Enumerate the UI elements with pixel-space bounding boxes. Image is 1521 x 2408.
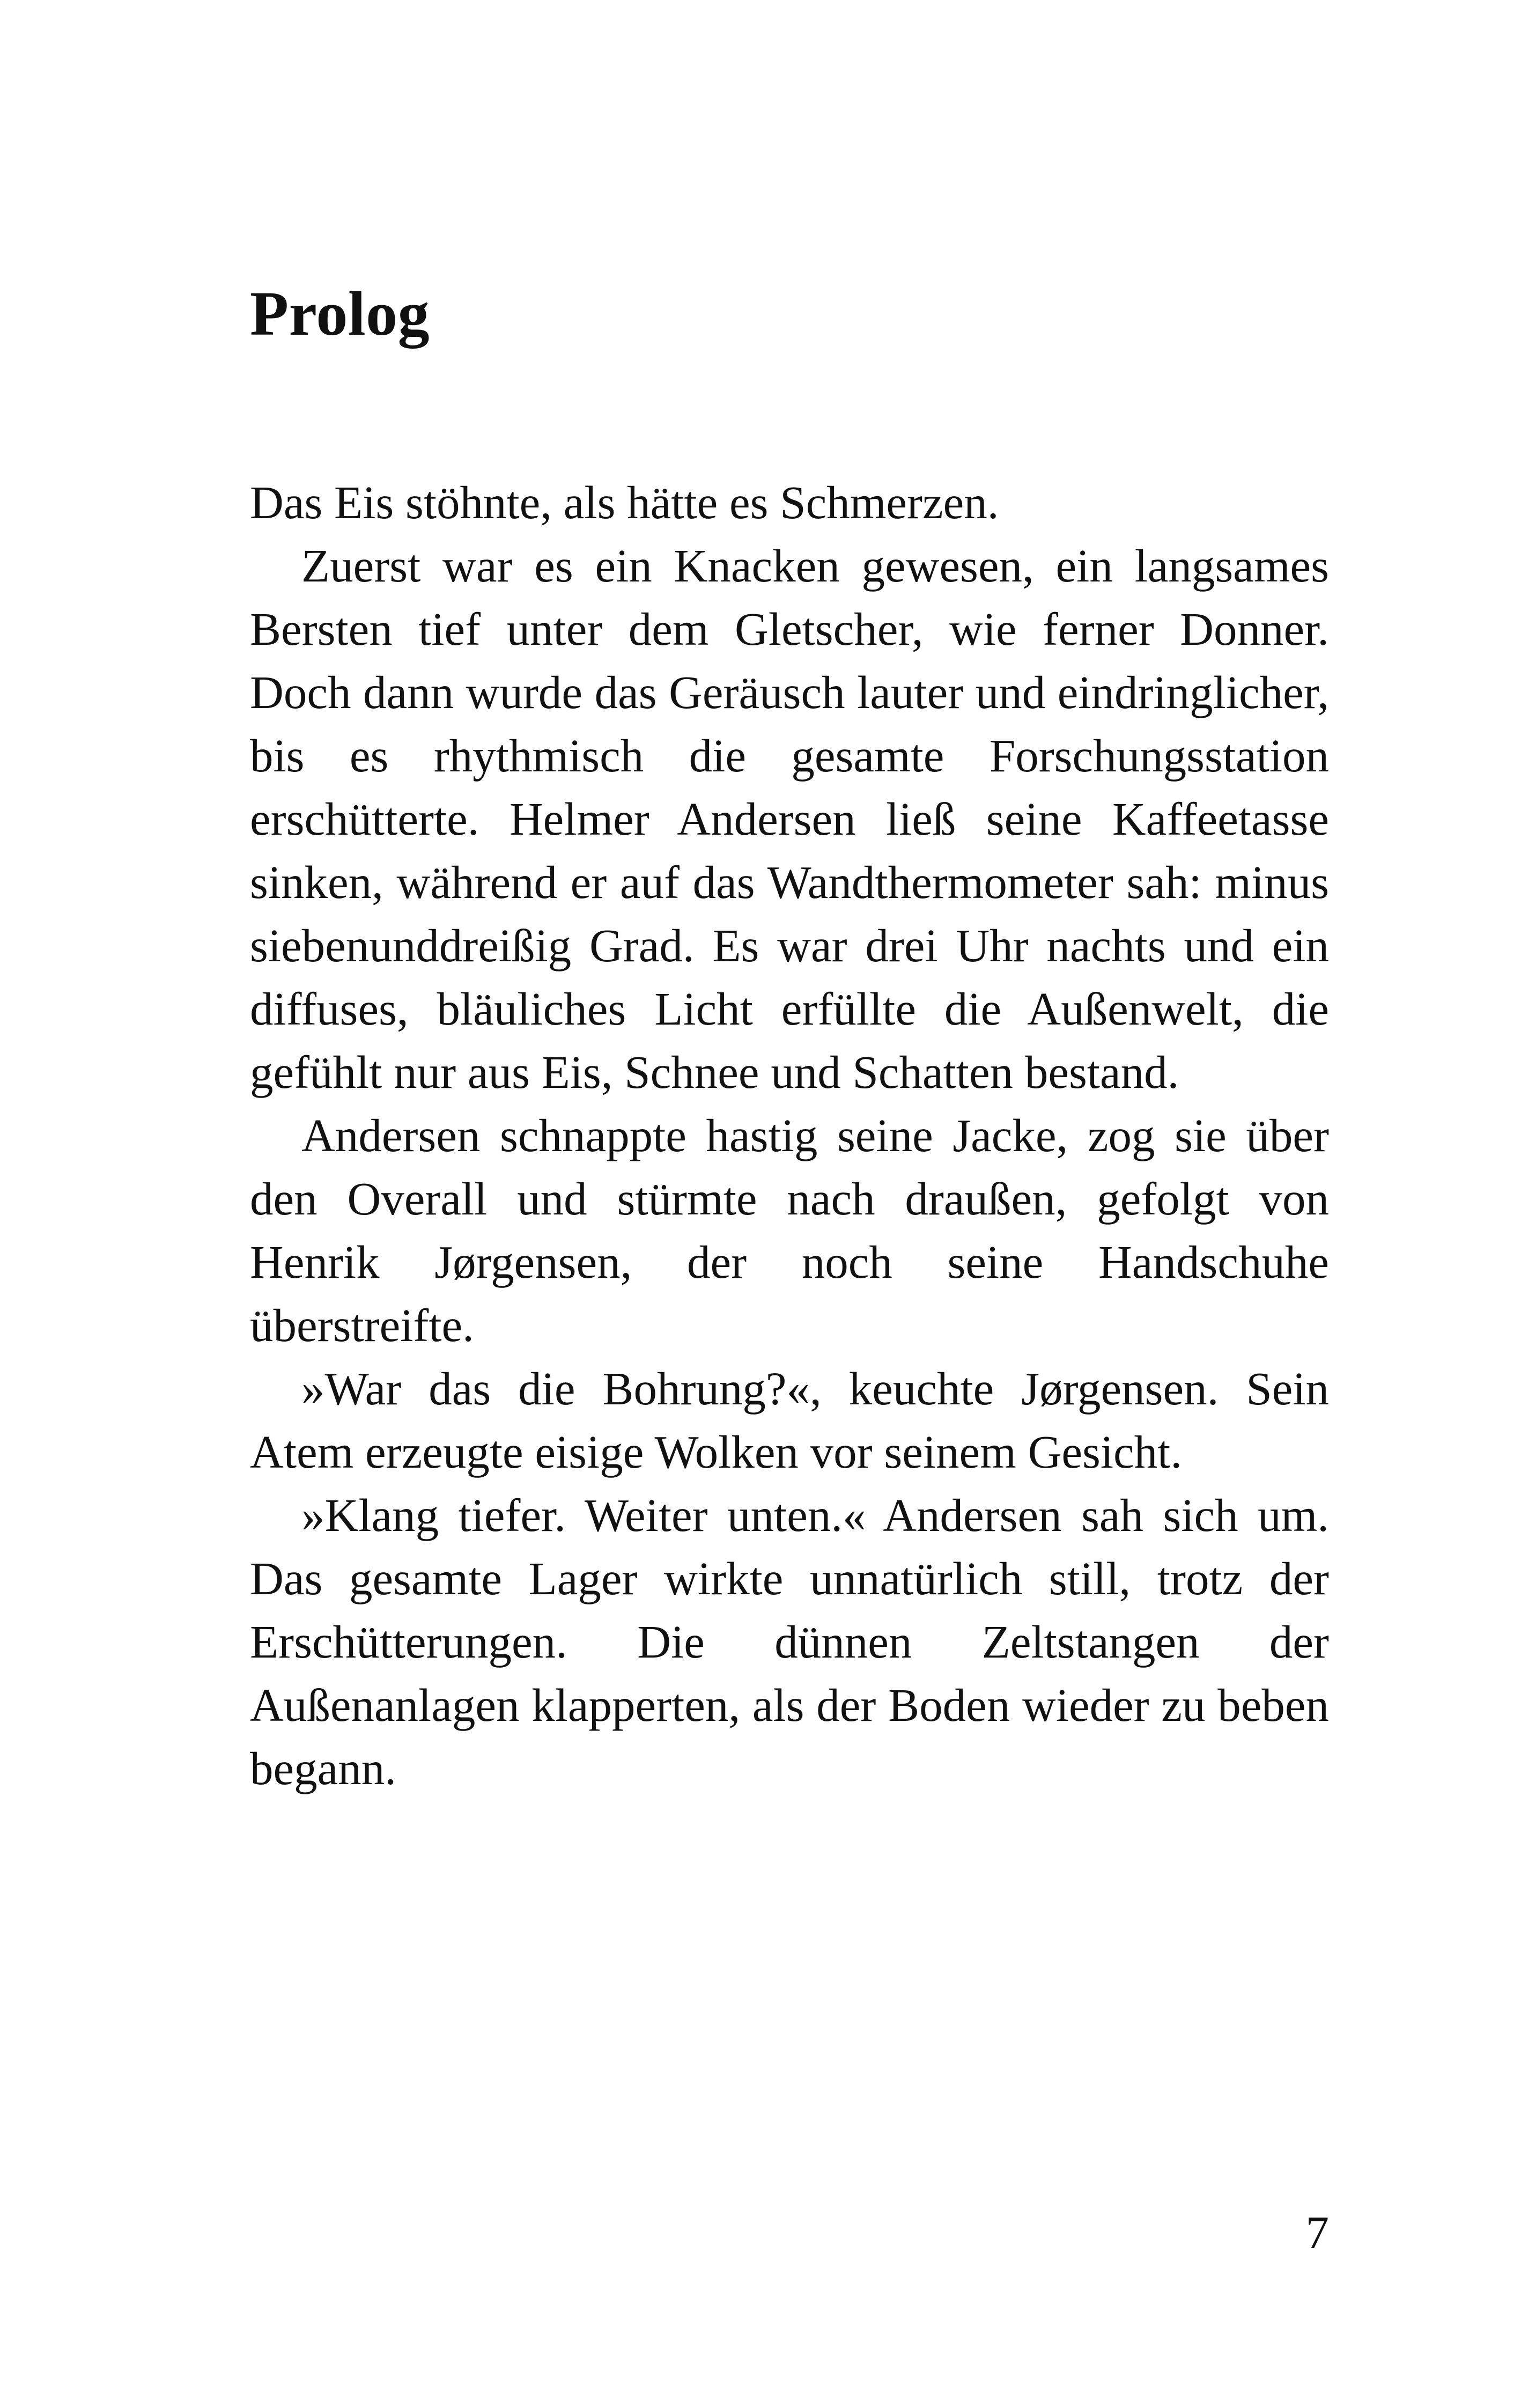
paragraph-5: »Klang tiefer. Weiter unten.« Andersen sah sich um. Das gesamte Lager wirkte unnatürlich still, trotz der Erschütterungen. Die dünnen Zeltstangen der Außenanlagen klapperten, als der Boden wieder zu beben begann. (250, 1489, 1329, 1794)
paragraph-2: Zuerst war es ein Knacken gewesen, ein langsames Bersten tief unter dem Gletscher, wie ferner Donner. Doch dann wurde das Geräusch lauter und eindringlicher, bis es rhythmisch die gesamte Forschungsstation erschütterte. Helmer Andersen ließ seine Kaffeetasse sinken, während er auf das Wandthermometer sah: minus siebenunddreißig Grad. Es war drei Uhr nachts und ein diffuses, bläuliches Licht erfüllte die Außenwelt, die gefühlt nur aus Eis, Schnee und Schatten bestand. (250, 540, 1329, 1098)
paragraph-1: Das Eis stöhnte, als hätte es Schmerzen. (250, 476, 999, 528)
page-number: 7 (1305, 2206, 1329, 2258)
paragraph-4: »War das die Bohrung?«, keuchte Jørgensen. Sein Atem erzeugte eisige Wolken vor seinem Gesicht. (250, 1363, 1329, 1478)
chapter-title: Prolog (250, 278, 430, 349)
paragraph-3: Andersen schnappte hastig seine Jacke, zog sie über den Overall und stürmte nach draußen, gefolgt von Henrik Jørgensen, der noch seine Handschuhe überstreifte. (250, 1109, 1329, 1351)
body-text (250, 471, 1329, 1800)
